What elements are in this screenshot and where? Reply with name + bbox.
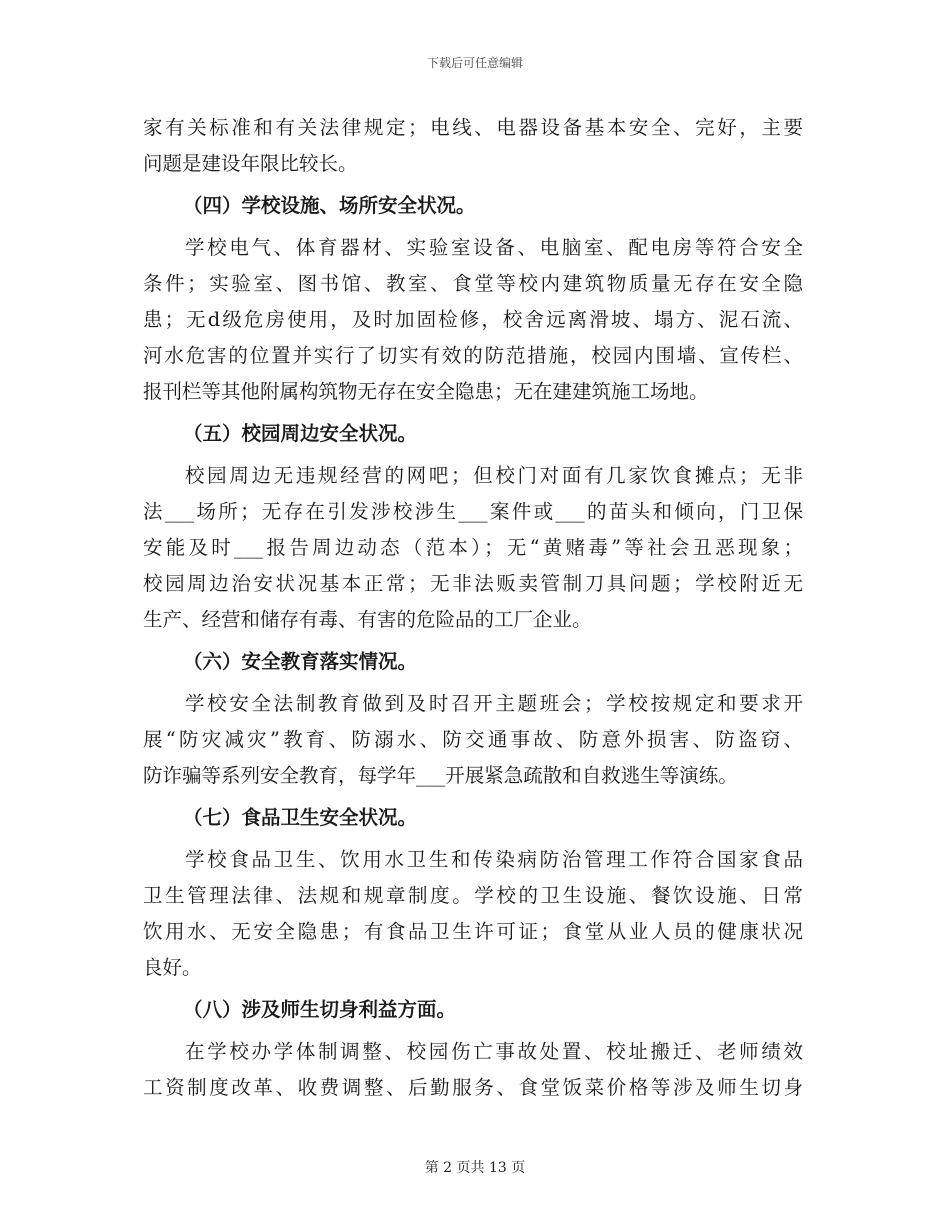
text-line: 学校安全法制教育做到及时召开主题班会；学校按规定和要求开 [185, 692, 803, 715]
section-heading-7: （七）食品卫生安全状况。 [183, 806, 418, 829]
section-heading-5: （五）校园周边安全状况。 [183, 422, 418, 445]
section-heading-6: （六）安全教育落实情况。 [183, 650, 418, 673]
paragraph [143, 686, 803, 794]
text-line: 问题是建设年限比较长。 [143, 152, 358, 175]
text-line: 学校电气、体育器材、实验室设备、电脑室、配电房等符合安全 [185, 236, 803, 259]
text-line: 校园周边治安状况基本正常；无非法贩卖管制刀具问题；学校附近无 [143, 572, 803, 595]
text-line: 卫生管理法律、法规和规章制度。学校的卫生设施、餐饮设施、日常 [143, 884, 803, 907]
text-line: 生产、经营和储存有毒、有害的危险品的工厂企业。 [143, 608, 592, 631]
text-line: 河水危害的位置并实行了切实有效的防范措施，校园内围墙、宣传栏、 [143, 344, 803, 367]
paragraph [143, 230, 803, 410]
text-line: 工资制度改革、收费调整、后勤服务、食堂饭菜价格等涉及师生切身 [143, 1076, 803, 1099]
text-line: 学校食品卫生、饮用水卫生和传染病防治管理工作符合国家食品 [185, 848, 803, 871]
document-body [143, 110, 803, 1106]
text-line: 防诈骗等系列安全教育，每学年___开展紧急疏散和自救逃生等演练。 [143, 764, 738, 787]
text-line: 饮用水、无安全隐患；有食品卫生许可证；食堂从业人员的健康状况 [143, 920, 803, 943]
text-line: 条件；实验室、图书馆、教室、食堂等校内建筑物质量无存在安全隐 [143, 272, 803, 295]
text-line: 家有关标准和有关法律规定；电线、电器设备基本安全、完好，主要 [143, 116, 803, 139]
text-line: 良好。 [143, 956, 202, 979]
section-heading-8: （八）涉及师生切身利益方面。 [183, 998, 457, 1021]
page-number: 第 2 页共 13 页 [424, 1160, 526, 1176]
text-line: 展“防灾减灾”教育、防溺水、防交通事故、防意外损害、防盗窃、 [143, 728, 803, 751]
text-line: 安能及时___报告周边动态（范本）；无“黄赌毒”等社会丑恶现象； [143, 536, 803, 559]
text-line: 患；无d级危房使用，及时加固检修，校舍远离滑坡、塌方、泥石流、 [143, 308, 803, 331]
paragraph [143, 458, 803, 638]
paragraph [143, 842, 803, 986]
text-line: 在学校办学体制调整、校园伤亡事故处置、校址搬迁、老师绩效 [185, 1040, 803, 1063]
paragraph [143, 110, 803, 182]
text-line: 校园周边无违规经营的网吧；但校门对面有几家饮食摊点；无非 [185, 464, 803, 487]
page-header: 下载后可任意编辑 [426, 56, 523, 70]
text-line: 报刊栏等其他附属构筑物无存在安全隐患；无在建建筑施工场地。 [143, 380, 709, 403]
section-heading-4: （四）学校设施、场所安全状况。 [183, 194, 476, 217]
paragraph [143, 1034, 803, 1106]
text-line: 法___场所；无存在引发涉校涉生___案件或___的苗头和倾向，门卫保 [143, 500, 803, 523]
